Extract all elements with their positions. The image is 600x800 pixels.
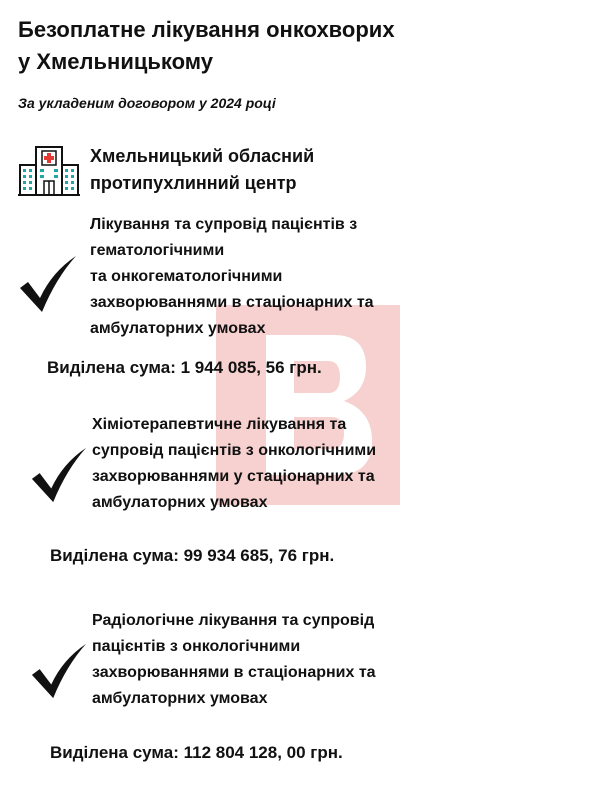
- allocated-amount: Виділена сума: 112 804 128, 00 грн.: [50, 743, 343, 762]
- allocated-amount: Виділена сума: 1 944 085, 56 грн.: [47, 358, 322, 377]
- allocated-amount: Виділена сума: 99 934 685, 76 грн.: [50, 546, 335, 565]
- page-title: [18, 14, 578, 78]
- page-subtitle: За укладеним договором у 2024 році: [18, 95, 276, 111]
- service-description: Лікування та супровід пацієнтів з гематологічними та онкогематологічними захворюваннями в стаціонарних та амбулаторних умовах: [90, 216, 374, 337]
- service-description: Радіологічне лікування та супровід пацієнтів з онкологічними захворюваннями в стаціонарних та амбулаторних умовах: [92, 612, 376, 707]
- title-line-1: Безоплатне лікування онкохворих у Хмельницькому: [18, 17, 395, 74]
- service-description: Хіміотерапевтичне лікування та супровід пацієнтів з онкологічними захворюваннями у стаціонарних та амбулаторних умовах: [92, 416, 377, 511]
- checkmark-icon: [30, 446, 88, 504]
- checkmark-icon: [30, 642, 88, 700]
- center-name: Хмельницький обласний протипухлинний центр: [90, 146, 315, 193]
- checkmark-icon: [18, 254, 78, 314]
- hospital-icon: [18, 143, 80, 197]
